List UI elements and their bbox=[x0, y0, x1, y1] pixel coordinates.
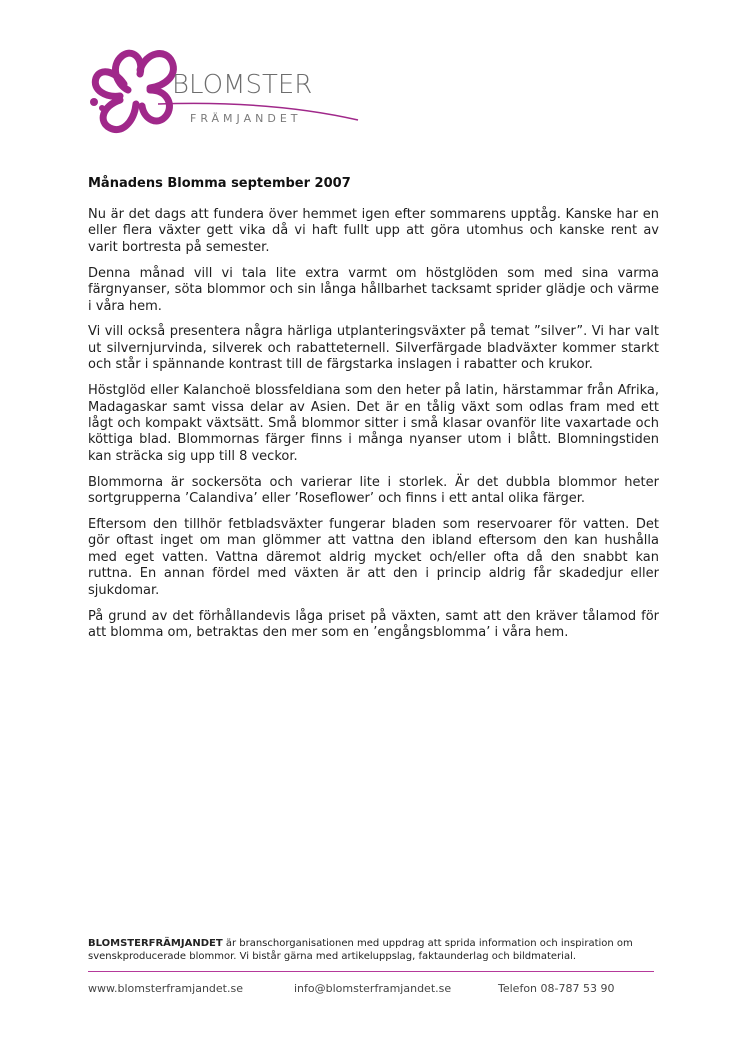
email-link[interactable]: info@blomsterframjandet.se bbox=[294, 982, 452, 995]
footer-org-description: är branschorganisationen med uppdrag att sprida information och inspiration om svenskproducerade blommor. Vi bistår gärna med artikeluppslag, faktaunderlag och bildmaterial. bbox=[88, 938, 633, 962]
paragraph: Vi vill också presentera några härliga utplanteringsväxter på temat ”silver”. Vi har valt ut silvernjurvinda, silverek och rabatteternell. Silverfärgade bladväxter kommer starkt och står i spännande kontrast till de färgstarka inslagen i rabatter och krukor. bbox=[88, 324, 659, 373]
paragraph: Denna månad vill vi tala lite extra varmt om höstglöden som med sina varma färgnyanser, söta blommor och sin långa hållbarhet tacksamt sprider glädje och värme i våra hem. bbox=[88, 265, 659, 314]
paragraph: Eftersom den tillhör fetbladsväxter fungerar bladen som reservoarer för vatten. Det gör oftast inget om man glömmer att vattna den ibland eftersom den kan hushålla med eget vatten. Vattna däremot aldrig mycket och/eller ofta då den snabbt kan ruttna. En annan fördel med växten är att den i princip aldrig får skadedjur eller sjukdomar. bbox=[88, 517, 659, 598]
brand-name: BLOMSTER bbox=[172, 70, 313, 100]
website-link[interactable]: www.blomsterframjandet.se bbox=[88, 982, 243, 995]
footer-divider bbox=[88, 971, 654, 972]
paragraph: Blommorna är sockersöta och varierar lite i storlek. Är det dubbla blommor heter sortgrupperna ’Calandiva’ eller ’Roseflower’ och finns i ett antal olika färger. bbox=[88, 474, 659, 507]
article-body bbox=[88, 207, 659, 651]
paragraph: Nu är det dags att fundera över hemmet igen efter sommarens upptåg. Kanske har en eller flera växter gett vika då vi haft fullt upp att göra utomhus och kanske rent av varit bortresta på semester. bbox=[88, 207, 659, 255]
paragraph: På grund av det förhållandevis låga priset på växten, samt att den kräver tålamod för att blomma om, betraktas den mer som en ’engångsblomma’ i våra hem. bbox=[88, 608, 659, 640]
page-title: Månadens Blomma september 2007 bbox=[88, 176, 351, 191]
phone-number: Telefon 08-787 53 90 bbox=[498, 982, 615, 995]
brand-subtitle: FRÄMJANDET bbox=[190, 112, 302, 125]
footer-org-name: BLOMSTERFRÄMJANDET bbox=[88, 938, 223, 949]
footer-description bbox=[88, 937, 659, 963]
paragraph: Höstglöd eller Kalanchoë blossfeldiana som den heter på latin, härstammar från Afrika, Madagaskar samt vissa delar av Asien. Det är en tålig växt som odlas fram med ett lågt och kompakt växtsätt. Små blommor sitter i små klasar ovanför lite vaxartade och köttiga blad. Blommornas färger finns i många nyanser utom i blått. Blomningstiden kan sträcka sig upp till 8 veckor. bbox=[88, 383, 659, 464]
brand-logo bbox=[88, 44, 368, 144]
